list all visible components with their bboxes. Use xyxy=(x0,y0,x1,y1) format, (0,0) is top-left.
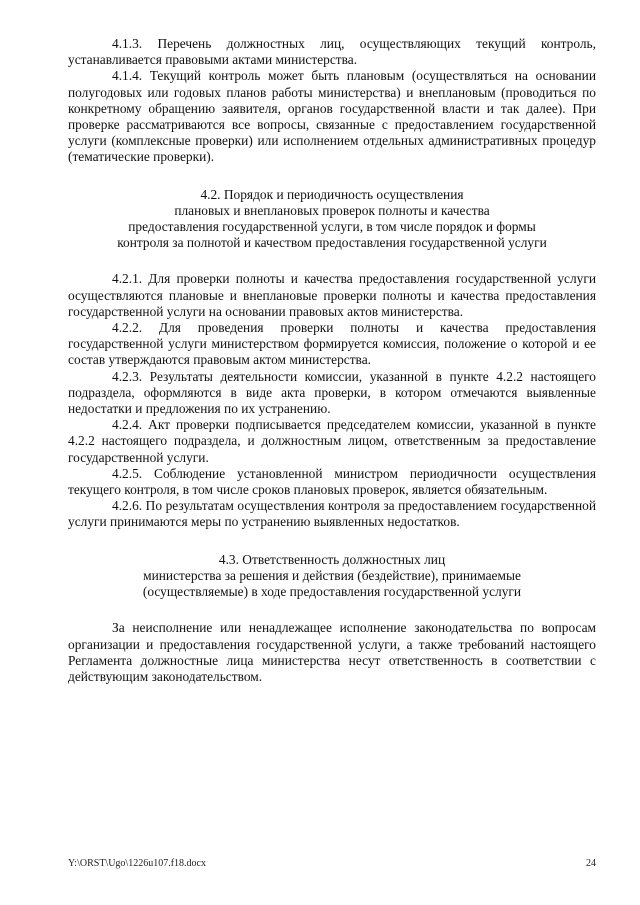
heading-4-2-line: 4.2. Порядок и периодичность осуществления xyxy=(200,186,464,202)
heading-4-3-line: (осуществляемые) в ходе предоставления государственной услуги xyxy=(142,584,522,600)
paragraph-4-2-4: 4.2.4. Акт проверки подписывается председателем комиссии, указанной в пункте 4.2.2 настоящего подраздела, и должностным лицом, ответственным за предоставление государственной услуги. xyxy=(68,417,596,465)
page-footer xyxy=(68,858,596,869)
footer-file-path: Y:\ORST\Ugo\1226u107.f18.docx xyxy=(68,858,206,869)
heading-4-2-line: плановых и внеплановых проверок полноты и качества xyxy=(174,202,490,218)
paragraph-4-1-3: 4.1.3. Перечень должностных лиц, осуществляющих текущий контроль, устанавливается правовыми актами министерства. xyxy=(68,36,596,68)
paragraph-4-3-responsibility: За неисполнение или ненадлежащее исполнение законодательства по вопросам организации и предоставления государственной услуги, а также требований настоящего Регламента должностные лица министерства несут ответственность в соответствии с действующим законодательством. xyxy=(68,620,596,684)
heading-4-2-line: контроля за полнотой и качеством предоставления государственной услуги xyxy=(117,235,547,251)
document-page xyxy=(68,36,596,685)
paragraph-4-2-3: 4.2.3. Результаты деятельности комиссии, указанной в пункте 4.2.2 настоящего подраздела, оформляются в виде акта проверки, в котором отмечаются выявленные недостатки и предложения по их устранению. xyxy=(68,368,596,417)
heading-4-3-line: министерства за решения и действия (бездействие), принимаемые xyxy=(143,567,521,583)
paragraph-4-2-1: 4.2.1. Для проверки полноты и качества предоставления государственной услуги осуществляются плановые и внеплановые проверки полноты и качества предоставления государственной услуги на основании правовых актов министерства. xyxy=(68,271,596,319)
paragraph-4-2-2: 4.2.2. Для проведения проверки полноты и качества предоставления государственной услуги министерством формируется комиссия, положение о которой и ее состав утверждаются правовым актом министерства. xyxy=(68,320,596,368)
paragraph-4-2-6: 4.2.6. По результатам осуществления контроля за предоставлением государственной услуги принимаются меры по устранению выявленных недостатков. xyxy=(68,498,596,530)
paragraph-4-2-5: 4.2.5. Соблюдение установленной министром периодичности осуществления текущего контроля, в том числе сроков плановых проверок, является обязательным. xyxy=(68,465,596,498)
paragraph-4-1-4: 4.1.4. Текущий контроль может быть плановым (осуществляться на основании полугодовых или годовых планов работы министерства) и внеплановым (проводиться по конкретному обращению заявителя, органов государственной власти и так далее). При проверке рассматриваются все вопросы, связанные с предоставлением государственной услуги (комплексные проверки) или исполнением отдельных административных процедур (тематические проверки). xyxy=(68,68,596,165)
heading-4-3-line: 4.3. Ответственность должностных лиц xyxy=(218,551,446,567)
heading-4-2 xyxy=(68,187,596,252)
page-number: 24 xyxy=(586,858,596,869)
heading-4-3 xyxy=(68,552,596,601)
heading-4-2-line: предоставления государственной услуги, в том числе порядок и формы xyxy=(128,219,536,235)
